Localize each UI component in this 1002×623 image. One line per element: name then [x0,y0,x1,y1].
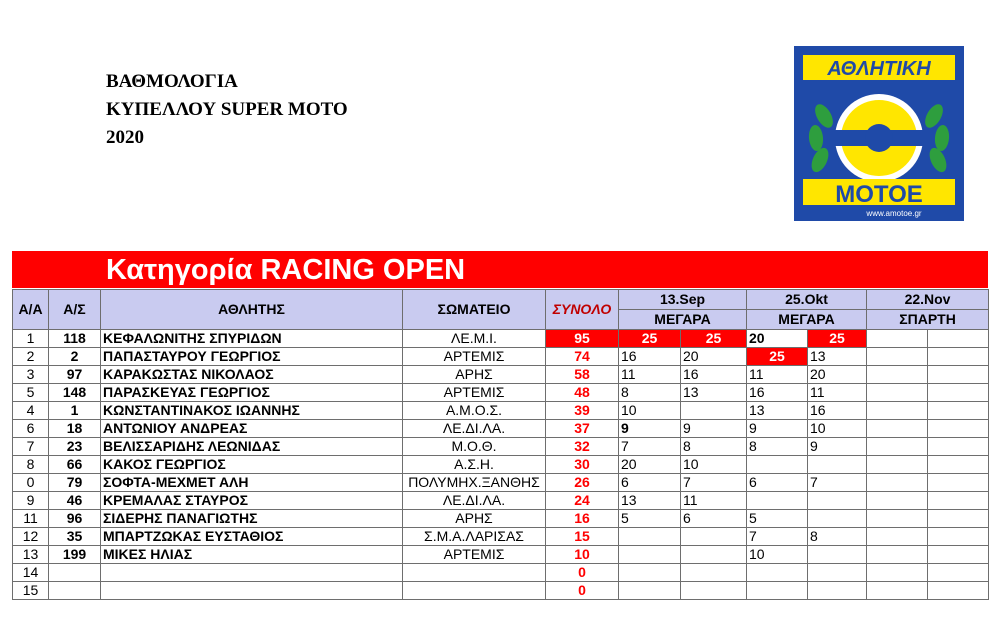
cell-points [747,456,808,474]
cell-points [867,528,928,546]
cell-points [867,510,928,528]
cell-athlete: ΑΝΤΩΝΙΟΥ ΑΝΔΡΕΑΣ [101,420,403,438]
cell-total: 16 [546,510,619,528]
cell-aa: 15 [13,582,49,600]
cell-points [928,348,989,366]
cell-points [681,582,747,600]
cell-as: 97 [49,366,101,384]
cell-points [928,582,989,600]
cell-as: 1 [49,402,101,420]
cell-points [867,420,928,438]
cell-athlete: ΣΟΦΤΑ-ΜΕΧΜΕΤ ΑΛΗ [101,474,403,492]
logo-top-text: ΑΘΛΗΤΙΚΗ [827,58,931,80]
cell-points: 20 [681,348,747,366]
cell-as [49,564,101,582]
cell-club: ΑΡΗΣ [403,510,546,528]
cell-points [928,510,989,528]
cell-points [619,546,681,564]
cell-athlete [101,564,403,582]
cell-points: 10 [681,456,747,474]
cell-athlete: ΚΑΚΟΣ ΓΕΩΡΓΙΟΣ [101,456,403,474]
event-place: ΜΕΓΑΡΑ [619,310,747,330]
cell-points [681,546,747,564]
heading-line-1: ΒΑΘΜΟΛΟΓΙΑ [106,71,238,92]
cell-points [867,564,928,582]
cell-points [928,456,989,474]
cell-as: 2 [49,348,101,366]
cell-aa: 5 [13,384,49,402]
cell-points: 20 [808,366,867,384]
cell-points: 9 [619,420,681,438]
standings-table [12,289,989,600]
cell-as: 79 [49,474,101,492]
cell-aa: 1 [13,330,49,348]
cell-points: 13 [808,348,867,366]
cell-points [867,546,928,564]
cell-points [681,402,747,420]
table-row [13,582,989,600]
cell-points: 7 [747,528,808,546]
cell-as: 199 [49,546,101,564]
cell-club [403,582,546,600]
cell-points [808,456,867,474]
cell-points [619,582,681,600]
cell-points: 5 [619,510,681,528]
cell-points: 11 [681,492,747,510]
cell-total: 58 [546,366,619,384]
cell-points: 25 [808,330,867,348]
cell-points [867,330,928,348]
table-row [13,438,989,456]
cell-total: 0 [546,564,619,582]
cell-points: 13 [681,384,747,402]
category-title: Κατηγορία RACING OPEN [106,254,466,286]
cell-points [808,582,867,600]
cell-points: 11 [619,366,681,384]
table-row [13,528,989,546]
cell-total: 15 [546,528,619,546]
cell-total: 95 [546,330,619,348]
cell-athlete: ΚΕΦΑΛΩΝΙΤΗΣ ΣΠΥΡΙΔΩΝ [101,330,403,348]
cell-athlete: ΣΙΔΕΡΗΣ ΠΑΝΑΓΙΩΤΗΣ [101,510,403,528]
cell-points: 16 [808,402,867,420]
cell-as: 46 [49,492,101,510]
table-row [13,402,989,420]
cell-points [808,492,867,510]
cell-points: 8 [619,384,681,402]
header-total: ΣΥΝΟΛΟ [546,290,619,330]
cell-points [681,528,747,546]
cell-club: ΑΡΤΕΜΙΣ [403,384,546,402]
cell-points: 8 [747,438,808,456]
header-as: Α/Σ [49,290,101,330]
event-place: ΜΕΓΑΡΑ [747,310,867,330]
cell-athlete: ΚΡΕΜΑΛΑΣ ΣΤΑΥΡΟΣ [101,492,403,510]
cell-points [928,438,989,456]
cell-aa: 13 [13,546,49,564]
cell-total: 10 [546,546,619,564]
cell-total: 74 [546,348,619,366]
cell-points [867,384,928,402]
cell-points [867,348,928,366]
event-place: ΣΠΑΡΤΗ [867,310,989,330]
cell-athlete [101,582,403,600]
cell-as: 66 [49,456,101,474]
table-row [13,474,989,492]
header-row-1 [13,290,989,310]
cell-points: 25 [619,330,681,348]
cell-points [867,366,928,384]
cell-points: 8 [681,438,747,456]
cell-club: ΑΡΤΕΜΙΣ [403,348,546,366]
cell-points: 11 [747,366,808,384]
cell-athlete: ΠΑΠΑΣΤΑΥΡΟΥ ΓΕΩΡΓΙΟΣ [101,348,403,366]
cell-club: ΛΕ.ΔΙ.ΛΑ. [403,420,546,438]
cell-points: 10 [747,546,808,564]
table-row [13,510,989,528]
cell-points: 10 [619,402,681,420]
event-date: 13.Sep [619,290,747,310]
cell-points [867,438,928,456]
cell-aa: 4 [13,402,49,420]
cell-points: 8 [808,528,867,546]
cell-aa: 2 [13,348,49,366]
cell-points [867,474,928,492]
cell-points: 13 [619,492,681,510]
table-row [13,348,989,366]
cell-points [867,492,928,510]
cell-points: 6 [681,510,747,528]
table-row [13,492,989,510]
logo-url: www.amotoe.gr [866,209,922,218]
cell-points: 7 [619,438,681,456]
cell-as: 118 [49,330,101,348]
cell-club: ΠΟΛΥΜΗΧ.ΞΑΝΘΗΣ [403,474,546,492]
cell-as: 23 [49,438,101,456]
cell-as: 96 [49,510,101,528]
cell-aa: 11 [13,510,49,528]
cell-athlete: ΚΑΡΑΚΩΣΤΑΣ ΝΙΚΟΛΑΟΣ [101,366,403,384]
table-row [13,456,989,474]
cell-total: 37 [546,420,619,438]
cell-total: 39 [546,402,619,420]
cell-points [928,420,989,438]
cell-points [928,366,989,384]
table-row [13,420,989,438]
cell-as: 35 [49,528,101,546]
event-date: 25.Okt [747,290,867,310]
cell-points: 9 [747,420,808,438]
cell-points [747,564,808,582]
cell-as: 148 [49,384,101,402]
cell-points [928,402,989,420]
cell-aa: 8 [13,456,49,474]
cell-athlete: ΚΩΝΣΤΑΝΤΙΝΑΚΟΣ ΙΩΑΝΝΗΣ [101,402,403,420]
cell-points [808,546,867,564]
cell-total: 30 [546,456,619,474]
table-row [13,384,989,402]
cell-points [747,582,808,600]
cell-points [808,564,867,582]
cell-aa: 14 [13,564,49,582]
cell-aa: 12 [13,528,49,546]
cell-points [928,474,989,492]
cell-athlete: ΒΕΛΙΣΣΑΡΙΔΗΣ ΛΕΩΝΙΔΑΣ [101,438,403,456]
heading-line-3: 2020 [106,127,144,148]
cell-points [928,564,989,582]
cell-total: 24 [546,492,619,510]
document-heading [106,68,348,152]
cell-points: 10 [808,420,867,438]
heading-line-2: ΚΥΠΕΛΛΟΥ SUPER MOTO [106,99,348,120]
cell-club: ΑΡΤΕΜΙΣ [403,546,546,564]
cell-club: ΑΡΗΣ [403,366,546,384]
cell-points: 6 [747,474,808,492]
cell-points [808,510,867,528]
cell-points: 25 [681,330,747,348]
cell-points [681,564,747,582]
cell-as [49,582,101,600]
cell-points [928,528,989,546]
cell-points: 7 [681,474,747,492]
cell-points [619,528,681,546]
cell-points: 7 [808,474,867,492]
cell-points: 9 [808,438,867,456]
cell-club: Α.Σ.Η. [403,456,546,474]
cell-club: Μ.Ο.Θ. [403,438,546,456]
cell-points [867,582,928,600]
cell-points: 6 [619,474,681,492]
cell-points: 16 [681,366,747,384]
cell-club: Α.Μ.Ο.Σ. [403,402,546,420]
cell-club: Σ.Μ.Α.ΛΑΡΙΣΑΣ [403,528,546,546]
club-logo [794,46,964,221]
table-row [13,330,989,348]
header-athlete: ΑΘΛΗΤΗΣ [101,290,403,330]
cell-points [928,330,989,348]
cell-aa: 3 [13,366,49,384]
cell-club: ΛΕ.Μ.Ι. [403,330,546,348]
cell-as: 18 [49,420,101,438]
cell-points: 9 [681,420,747,438]
cell-points [867,402,928,420]
logo-bottom-text: ΜΟΤΟΕ [835,181,923,208]
cell-points [747,492,808,510]
cell-aa: 7 [13,438,49,456]
cell-points: 16 [747,384,808,402]
event-date: 22.Nov [867,290,989,310]
cell-points: 13 [747,402,808,420]
cell-points: 11 [808,384,867,402]
cell-athlete: ΠΑΡΑΣΚΕΥΑΣ ΓΕΩΡΓΙΟΣ [101,384,403,402]
cell-club [403,564,546,582]
cell-points: 25 [747,348,808,366]
cell-total: 26 [546,474,619,492]
cell-points: 16 [619,348,681,366]
cell-total: 32 [546,438,619,456]
header-club: ΣΩΜΑΤΕΙΟ [403,290,546,330]
cell-points: 5 [747,510,808,528]
cell-athlete: ΜΠΑΡΤΖΩΚΑΣ ΕΥΣΤΑΘΙΟΣ [101,528,403,546]
cell-points [867,456,928,474]
cell-total: 0 [546,582,619,600]
cell-points [928,492,989,510]
table-row [13,564,989,582]
table-row [13,546,989,564]
cell-total: 48 [546,384,619,402]
cell-points: 20 [619,456,681,474]
cell-points [619,564,681,582]
cell-points: 20 [747,330,808,348]
cell-aa: 0 [13,474,49,492]
cell-athlete: ΜΙΚΕΣ ΗΛΙΑΣ [101,546,403,564]
cell-aa: 6 [13,420,49,438]
table-row [13,366,989,384]
header-aa: Α/Α [13,290,49,330]
cell-points [928,384,989,402]
cell-aa: 9 [13,492,49,510]
cell-points [928,546,989,564]
cell-club: ΛΕ.ΔΙ.ΛΑ. [403,492,546,510]
